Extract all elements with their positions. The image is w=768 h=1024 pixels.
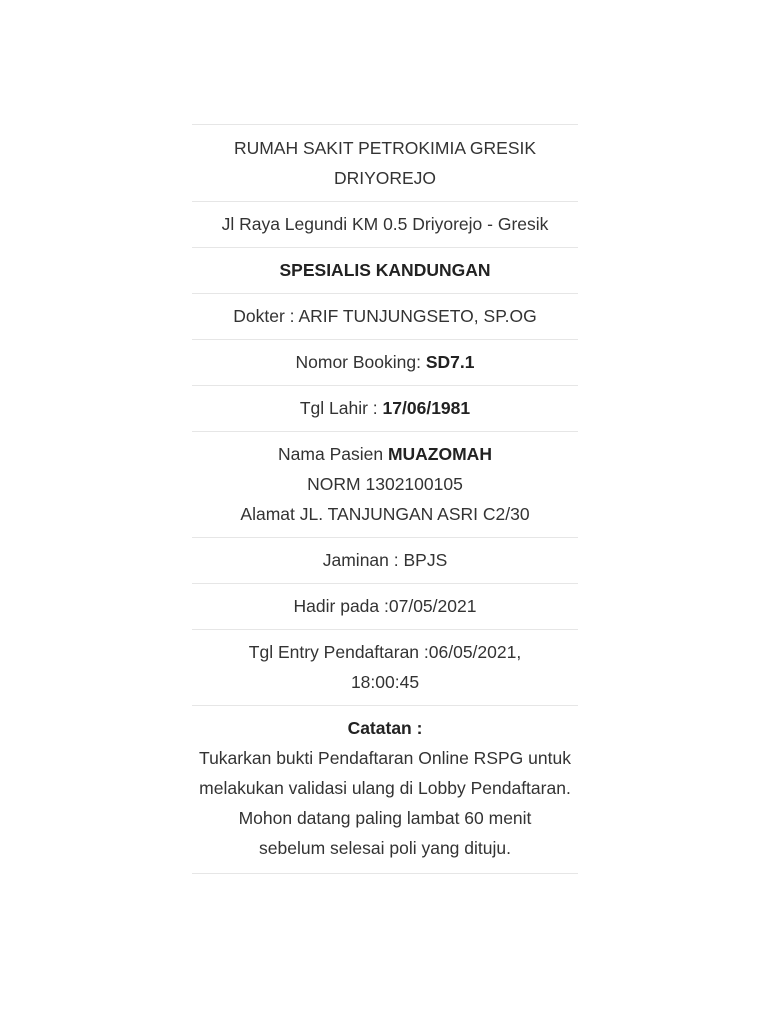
guarantee: Jaminan : BPJS (322, 550, 448, 570)
hospital-name-row (192, 124, 578, 201)
notes-row (192, 705, 578, 874)
hospital-address-row (192, 201, 578, 247)
booking-row (192, 339, 578, 385)
entry-row (192, 629, 578, 705)
notes-title: Catatan : (347, 718, 423, 738)
specialty: SPESIALIS KANDUNGAN (279, 260, 491, 280)
booking-receipt (192, 124, 578, 874)
patient-name-line (196, 439, 574, 469)
birth-date: 17/06/1981 (382, 398, 471, 418)
doctor-name: ARIF TUNJUNGSETO, SP.OG (298, 306, 537, 326)
attend-row (192, 583, 578, 629)
attend-date: Hadir pada :07/05/2021 (293, 596, 477, 616)
patient-row (192, 431, 578, 537)
birth-date-label: Tgl Lahir : (299, 398, 383, 418)
patient-name-label: Nama Pasien (278, 444, 388, 464)
patient-norm: NORM 1302100105 (307, 474, 463, 494)
doctor-label: Dokter : (233, 306, 299, 326)
specialty-row (192, 247, 578, 293)
guarantee-row (192, 537, 578, 583)
hospital-name: RUMAH SAKIT PETROKIMIA GRESIK DRIYOREJO (233, 138, 537, 188)
doctor-row (192, 293, 578, 339)
booking-number: SD7.1 (425, 352, 475, 372)
patient-name: MUAZOMAH (387, 444, 492, 464)
birth-date-row (192, 385, 578, 431)
hospital-address: Jl Raya Legundi KM 0.5 Driyorejo - Gresik (221, 214, 549, 234)
entry-date: Tgl Entry Pendaftaran :06/05/2021, 18:00:45 (248, 642, 522, 692)
booking-label: Nomor Booking: (295, 352, 426, 372)
notes-line-1: Tukarkan bukti Pendaftaran Online RSPG untuk melakukan validasi ulang di Lobby Pendaftaran. (199, 748, 571, 798)
notes-line-2: Mohon datang paling lambat 60 menit sebelum selesai poli yang dituju. (238, 808, 532, 858)
patient-address: Alamat JL. TANJUNGAN ASRI C2/30 (240, 504, 530, 524)
